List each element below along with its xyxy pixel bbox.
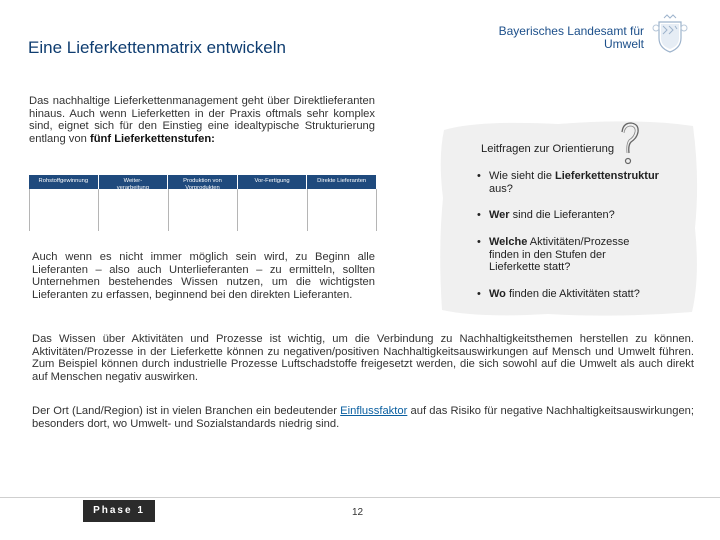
paragraph-suppliers: Auch wenn es nicht immer möglich sein wird, zu Beginn alle Lieferanten – also auch Unterlieferanten – zu ermitteln, sollten Unternehmen bestehendes Wissen nutzen, um die wichtigsten Lieferanten zu erfassen, beginnend bei den direkten Lieferanten. [32, 251, 375, 301]
page-number: 12 [352, 507, 364, 518]
org-line-2: Umwelt [603, 37, 644, 51]
question-text: Wie sieht die Lieferkettenstruktur aus? [489, 170, 659, 195]
bavarian-crest-icon [651, 14, 689, 54]
intro-text: Das nachhaltige Lieferkettenmanagement geht über Direktlieferanten hinaus. Auch wenn Lieferketten in der Praxis oftmals sehr komplex sind, eignet sich für den Einstieg eine idealtypische Strukturierung entlang von [29, 95, 375, 145]
question-mark-icon [616, 120, 644, 170]
bullet-icon: • [477, 209, 481, 221]
footer-divider [0, 497, 720, 498]
bullet-icon: • [477, 170, 481, 182]
supply-chain-matrix [29, 175, 377, 231]
matrix-column [29, 189, 99, 231]
matrix-stage-5: Direkte Lieferanten [307, 175, 377, 189]
matrix-stage-4: Vor-Fertigung [238, 175, 308, 189]
question-text: Wo finden die Aktivitäten statt? [489, 288, 640, 300]
question-text: Welche Aktivitäten/Prozesse finden in den Stufen der Lieferkette statt? [489, 236, 630, 273]
matrix-stage-3: Produktion von Vorprodukten [168, 175, 238, 189]
matrix-column [308, 189, 377, 231]
organization-name [444, 25, 644, 51]
matrix-column [169, 189, 238, 231]
matrix-stage-1: Rohstoffgewinnung [29, 175, 99, 189]
matrix-column [99, 189, 168, 231]
bullet-icon: • [477, 236, 481, 248]
guiding-questions-box [438, 118, 700, 318]
intro-bold: fünf Lieferkettenstufen: [89, 132, 215, 145]
question-text: Wer sind die Lieferanten? [489, 209, 615, 221]
influence-factor-link[interactable]: Einflussfaktor [340, 405, 408, 417]
matrix-stage-2: Weiter- verarbeitung [99, 175, 169, 189]
guide-title: Leitfragen zur Orientierung [481, 143, 615, 155]
bullet-icon: • [477, 288, 481, 300]
intro-paragraph [29, 95, 375, 145]
paragraph-location [32, 405, 694, 430]
org-line-1: Bayerisches Landesamt für [498, 24, 644, 38]
matrix-columns [29, 189, 377, 231]
page-title: Eine Lieferkettenmatrix entwickeln [28, 38, 286, 57]
location-text-pre: Der Ort (Land/Region) ist in vielen Branchen ein bedeutender [32, 405, 337, 417]
matrix-header-row [29, 175, 377, 189]
phase-badge: Phase 1 [83, 500, 155, 522]
location-text-post: auf das Risiko für negative Nachhaltigkeitsauswirkungen; besonders dort, wo Umwelt- und Sozialstandards niedrig sind. [32, 405, 695, 430]
paragraph-activities: Das Wissen über Aktivitäten und Prozesse ist wichtig, um die Verbindung zu Nachhaltigkeitsthemen herstellen zu können. Aktivitäten/Prozesse in der Lieferkette können zu negativen/positiven Nachhaltigkeitsauswirkungen auf Mensch und Umwelt führen. Zum Beispiel können durch industrielle Prozesse Luftschadstoffe freigesetzt werden, die sich sowohl auf die Umwelt als auch direkt auf Menschen negativ auswirken. [32, 333, 694, 383]
matrix-column [238, 189, 307, 231]
footer [0, 497, 720, 527]
